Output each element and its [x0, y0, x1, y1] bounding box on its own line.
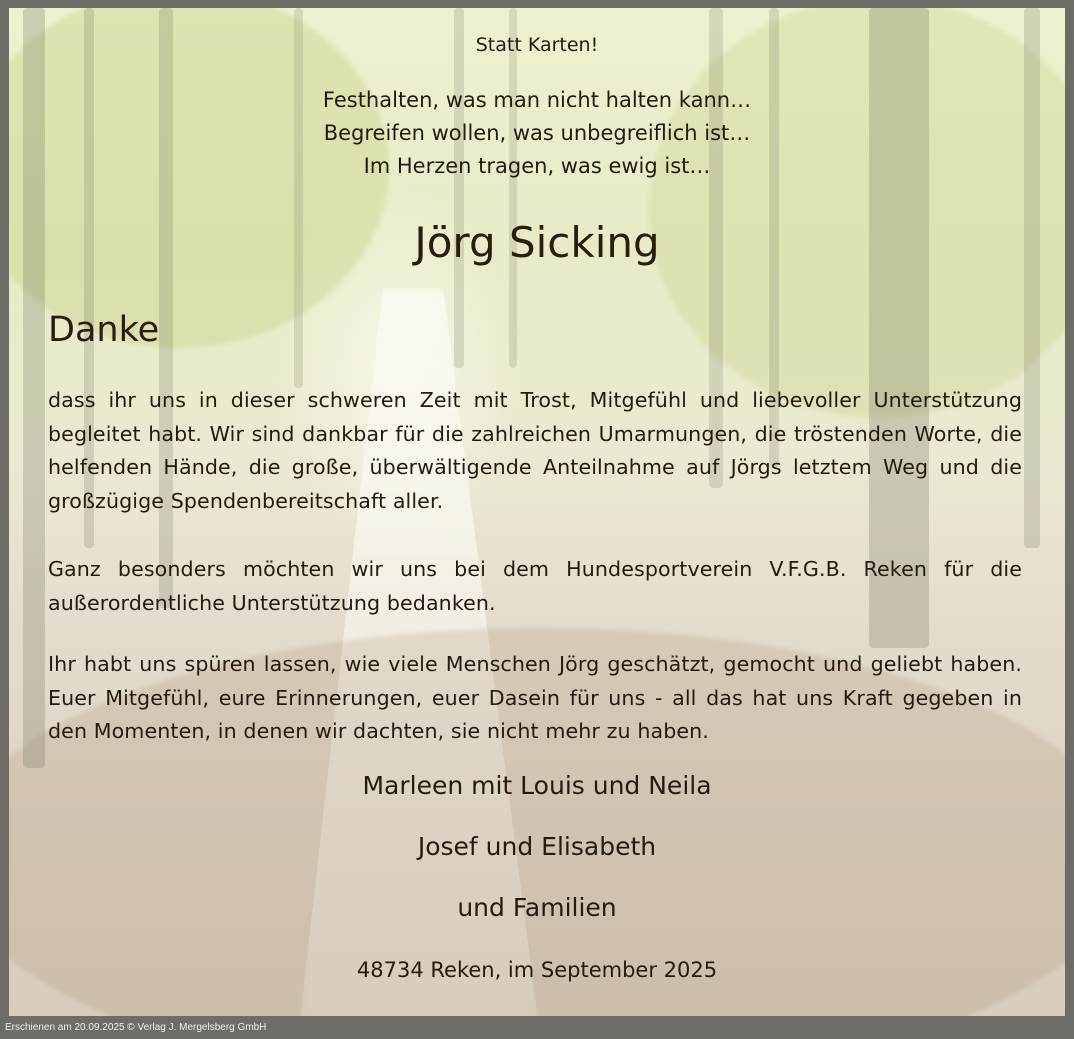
poem-line: Im Herzen tragen, was ewig ist… [363, 154, 711, 178]
obituary-card [9, 8, 1065, 1016]
signature-line: Josef und Elisabeth [417, 832, 657, 861]
signature-line: und Familien [457, 893, 617, 922]
obituary-content [9, 8, 1065, 1016]
publication-footer: Erschienen am 20.09.2025 © Verlag J. Mergelsberg GmbH [5, 1022, 267, 1033]
thanks-heading: Danke [48, 310, 160, 350]
signature-line: Marleen mit Louis und Neila [362, 771, 712, 800]
thanks-paragraph: Ganz besonders möchten wir uns bei dem Hundesportverein V.F.G.B. Reken für die außerordentliche Unterstützung bedanken. [48, 557, 1022, 615]
deceased-name: Jörg Sicking [414, 218, 660, 267]
poem [9, 84, 1065, 183]
poem-line: Begreifen wollen, was unbegreiflich ist… [323, 121, 751, 145]
statt-karten-heading: Statt Karten! [475, 34, 599, 56]
thanks-paragraph: Ihr habt uns spüren lassen, wie viele Menschen Jörg geschätzt, gemocht und geliebt haben. Euer Mitgefühl, eure Erinnerungen, euer Dasein für uns - all das hat uns Kraft gegeben in den Momenten, in denen wir dachten, sie nicht mehr zu haben. [48, 652, 1022, 744]
place-date: 48734 Reken, im September 2025 [356, 958, 718, 982]
thanks-paragraph: dass ihr uns in dieser schweren Zeit mit Trost, Mitgefühl und liebevoller Unterstützung begleitet habt. Wir sind dankbar für die zahlreichen Umarmungen, die tröstenden Worte, die helfenden Hände, die große, überwältigende Anteilnahme auf Jörgs letztem Weg und die großzügige Spendenbereitschaft aller. [48, 388, 1022, 513]
poem-line: Festhalten, was man nicht halten kann… [322, 88, 752, 112]
